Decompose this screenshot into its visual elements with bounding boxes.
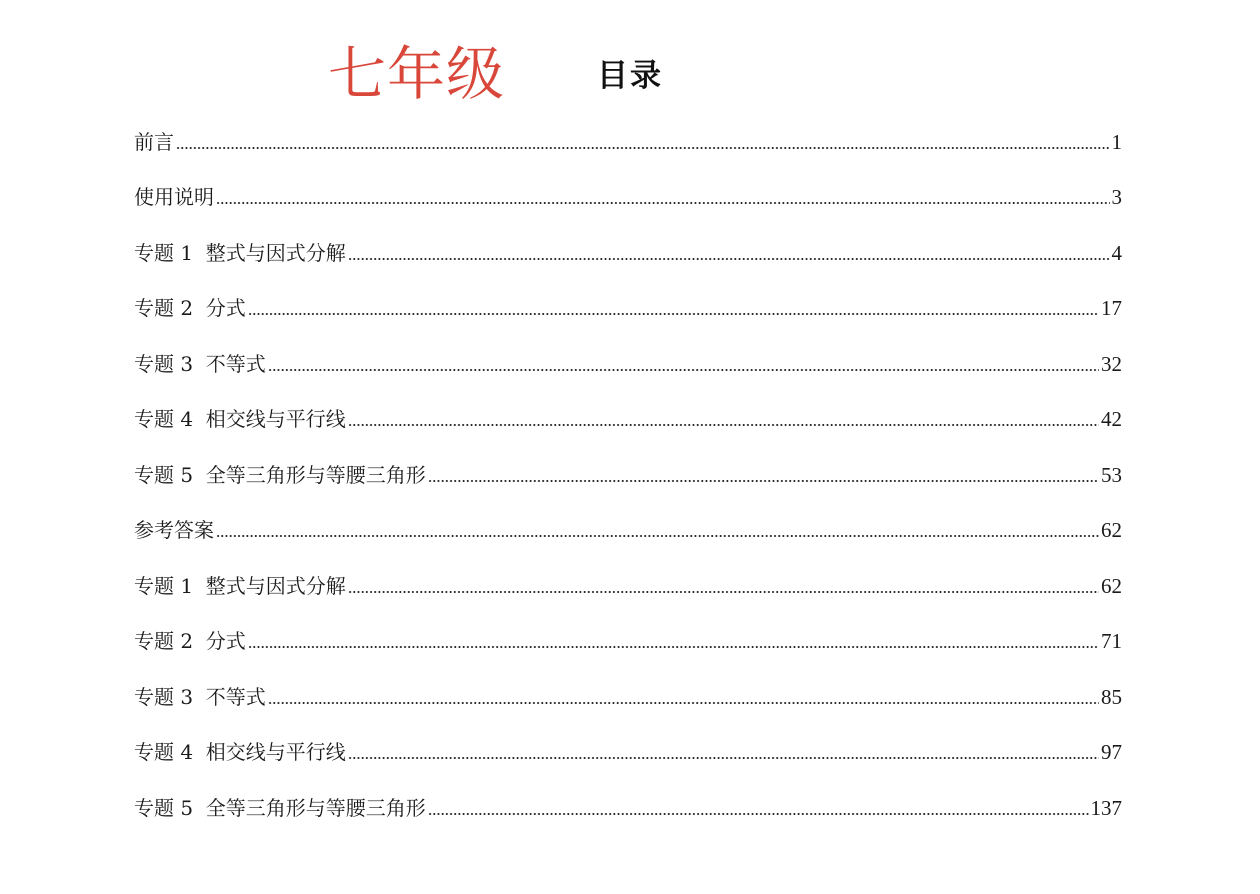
table-of-contents (134, 106, 1122, 828)
dot-leader (248, 313, 1099, 315)
toc-entry-label: 参考答案 (134, 518, 214, 542)
toc-entry-answers-topic-4[interactable] (134, 717, 1122, 773)
dot-leader (348, 424, 1099, 426)
dot-leader (348, 258, 1110, 260)
toc-entry-label: 专题 3 不等式 (134, 684, 266, 709)
toc-entry-answers-topic-5[interactable] (134, 772, 1122, 828)
toc-entry-page: 42 (1101, 407, 1122, 431)
dot-leader (428, 813, 1089, 815)
toc-entry-preface[interactable] (134, 106, 1122, 162)
toc-entry-label: 专题 1 整式与因式分解 (134, 573, 346, 598)
toc-entry-label: 专题 5 全等三角形与等腰三角形 (134, 462, 426, 487)
toc-title: 目录 (597, 58, 663, 94)
toc-entry-answers-topic-3[interactable] (134, 661, 1122, 717)
toc-entry-page: 4 (1111, 240, 1122, 265)
toc-entry-page: 137 (1090, 795, 1122, 820)
toc-entry-page: 97 (1101, 740, 1122, 764)
dot-leader (348, 757, 1099, 759)
toc-entry-page: 62 (1101, 518, 1122, 542)
toc-entry-page: 85 (1101, 684, 1122, 709)
toc-entry-topic-2[interactable] (134, 273, 1122, 329)
toc-entry-usage-notes[interactable] (134, 162, 1122, 218)
toc-entry-page: 62 (1101, 573, 1122, 598)
toc-entry-label: 专题 3 不等式 (134, 351, 266, 376)
dot-leader (248, 646, 1099, 648)
toc-entry-label: 专题 4 相交线与平行线 (134, 740, 346, 764)
dot-leader (428, 480, 1099, 482)
toc-entry-label: 专题 1 整式与因式分解 (134, 240, 346, 265)
toc-entry-answers-topic-1[interactable] (134, 550, 1122, 606)
toc-entry-answers-topic-2[interactable] (134, 606, 1122, 662)
toc-entry-label: 专题 4 相交线与平行线 (134, 407, 346, 431)
toc-entry-topic-5[interactable] (134, 439, 1122, 495)
toc-entry-label: 使用说明 (134, 185, 214, 209)
dot-leader (268, 369, 1099, 371)
toc-entry-label: 专题 2 分式 (134, 296, 246, 320)
toc-entry-label: 专题 5 全等三角形与等腰三角形 (134, 795, 426, 820)
toc-entry-topic-4[interactable] (134, 384, 1122, 440)
toc-entry-topic-3[interactable] (134, 328, 1122, 384)
toc-entry-label: 专题 2 分式 (134, 629, 246, 653)
toc-entry-page: 53 (1101, 462, 1122, 487)
grade-label: 七年级 (328, 40, 506, 108)
dot-leader (216, 535, 1099, 537)
toc-entry-topic-1[interactable] (134, 217, 1122, 273)
toc-entry-page: 17 (1101, 296, 1122, 320)
toc-entry-page: 71 (1101, 629, 1122, 653)
toc-entry-page: 3 (1111, 185, 1122, 209)
toc-entry-answers[interactable] (134, 495, 1122, 551)
dot-leader (176, 147, 1110, 149)
dot-leader (268, 702, 1099, 704)
toc-entry-page: 32 (1101, 351, 1122, 376)
toc-entry-label: 前言 (134, 129, 174, 154)
dot-leader (348, 591, 1099, 593)
toc-entry-page: 1 (1111, 129, 1122, 154)
dot-leader (216, 202, 1110, 204)
